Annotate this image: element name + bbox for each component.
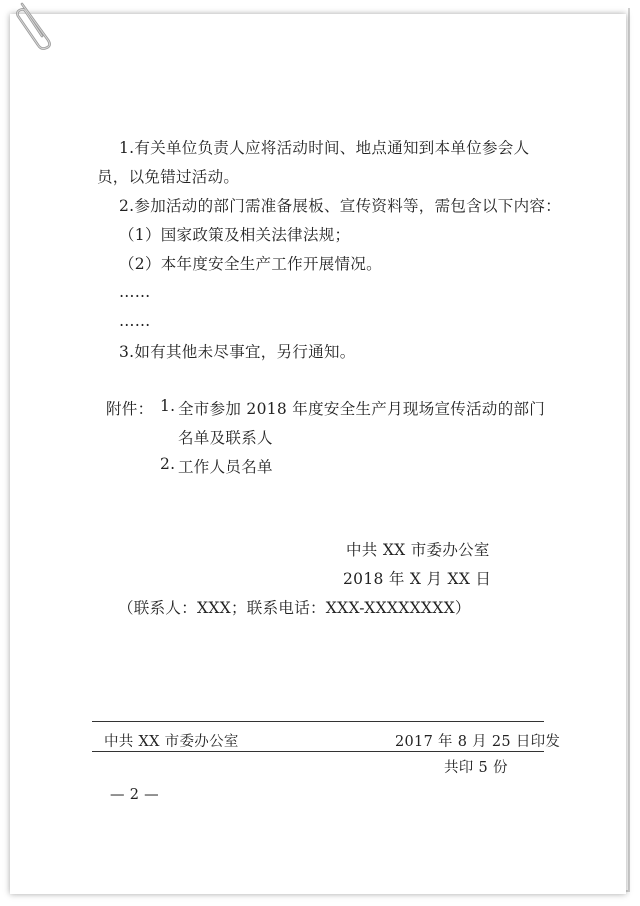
signature-date: 2018 年 X 月 XX 日 — [343, 570, 492, 588]
body-item-3: 3.如有其他未尽事宜，另行通知。 — [119, 343, 356, 361]
body-sub-item-1: （1）国家政策及相关法律法规； — [119, 226, 351, 244]
body-ellipsis-2: …… — [119, 312, 151, 330]
footer-print-date: 2017 年 8 月 25 日印发 — [395, 734, 561, 750]
footer-top-rule — [92, 721, 544, 722]
body-item-2: 2.参加活动的部门需准备展板、宣传资料等，需包含以下内容： — [119, 197, 561, 215]
body-ellipsis-1: …… — [119, 283, 151, 301]
body-item-1-line-2: 员，以免错过活动。 — [97, 168, 240, 186]
attachment-1-line-1: 全市参加 2018 年度安全生产月现场宣传活动的部门 — [178, 400, 546, 418]
footer-bottom-rule — [92, 751, 544, 752]
paperclip-icon — [8, 0, 56, 50]
attachment-1-number: 1. — [160, 397, 176, 415]
attachment-2-text: 工作人员名单 — [178, 458, 273, 476]
attachment-2-number: 2. — [160, 455, 176, 473]
signature-org: 中共 XX 市委办公室 — [346, 541, 490, 559]
body-item-1-line-1: 1.有关单位负责人应将活动时间、地点通知到本单位参会人 — [119, 139, 530, 157]
footer-issuer: 中共 XX 市委办公室 — [104, 734, 239, 750]
page-number: — 2 — — [110, 787, 159, 803]
attachments-label: 附件： — [106, 400, 154, 418]
body-sub-item-2: （2）本年度安全生产工作开展情况。 — [119, 255, 382, 273]
signature-contact: （联系人：XXX；联系电话：XXX-XXXXXXXX） — [118, 599, 471, 617]
footer-copies: 共印 5 份 — [444, 760, 508, 776]
attachment-1-line-2: 名单及联系人 — [178, 429, 273, 447]
